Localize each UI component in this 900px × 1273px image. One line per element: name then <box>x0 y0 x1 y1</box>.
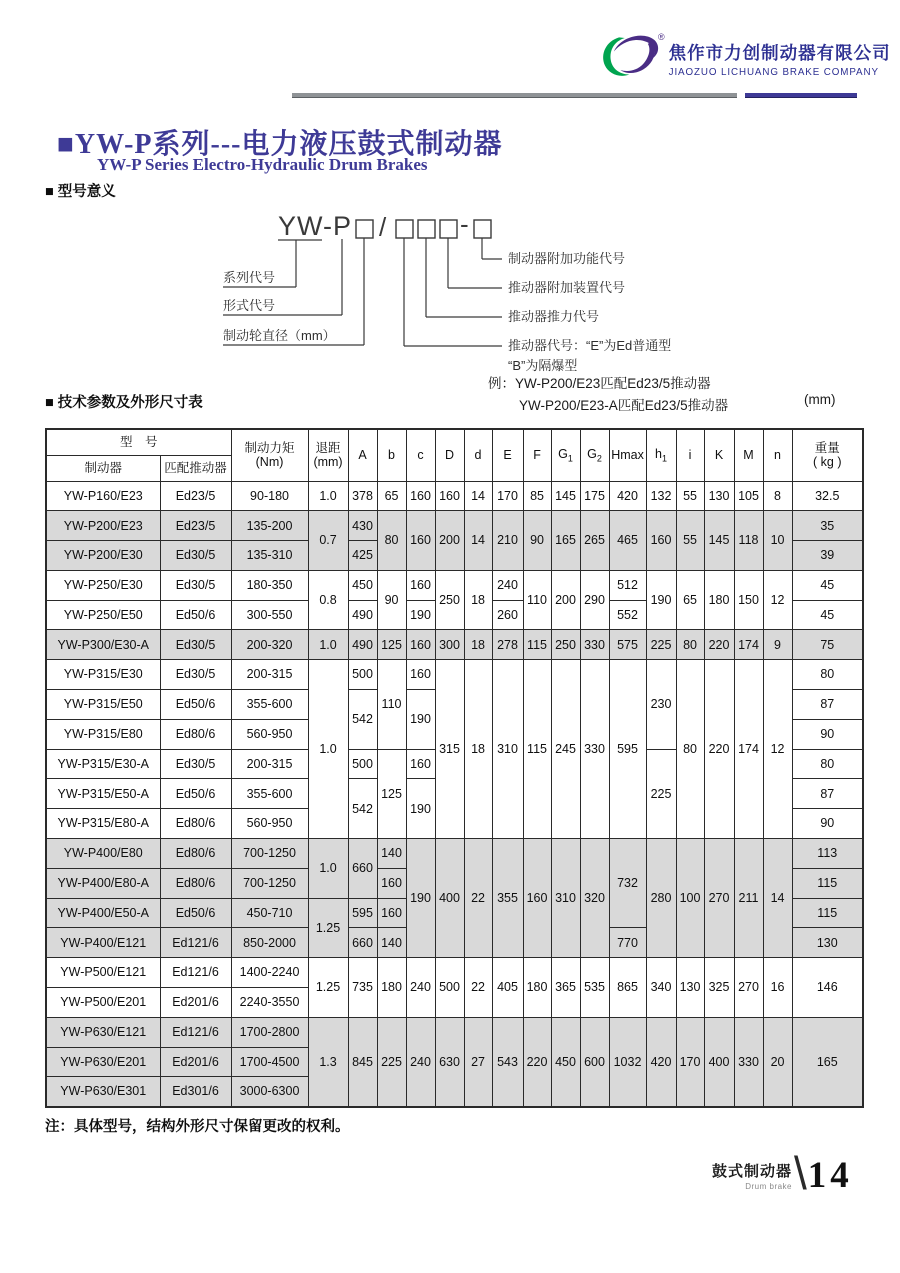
table-cell: 595 <box>348 898 377 928</box>
table-cell: YW-P200/E23 <box>46 511 160 541</box>
company-name-en: JIAOZUO LICHUANG BRAKE COMPANY <box>668 67 879 78</box>
footer-label-en: Drum brake <box>745 1182 793 1191</box>
table-cell: 22 <box>464 839 492 958</box>
header-rule-gray <box>292 93 737 98</box>
table-cell: 240 <box>492 570 523 600</box>
table-cell: 400 <box>704 1017 734 1106</box>
table-cell: 355-600 <box>231 779 308 809</box>
table-cell: 180 <box>377 958 406 1018</box>
table-cell: YW-P315/E50 <box>46 690 160 720</box>
table-cell: 90-180 <box>231 481 308 511</box>
header-cell: $h_1$ <box>646 429 676 481</box>
table-cell: Ed80/6 <box>160 809 231 839</box>
table-cell: 87 <box>792 779 863 809</box>
table-cell: 220 <box>704 660 734 839</box>
table-cell: 115 <box>523 630 551 660</box>
table-cell: 100 <box>676 839 704 958</box>
section-tech-table: ■ 技术参数及外形尺寸表 <box>45 395 203 411</box>
table-cell: 180-350 <box>231 570 308 600</box>
table-cell: 250 <box>551 630 580 660</box>
table-cell: 630 <box>435 1017 464 1106</box>
table-cell: 75 <box>792 630 863 660</box>
table-cell: YW-P315/E30-A <box>46 749 160 779</box>
table-cell: 430 <box>348 511 377 541</box>
table-cell: 160 <box>377 868 406 898</box>
footer-label-cn: 鼓式制动器 <box>712 1163 793 1180</box>
table-cell: 512 <box>609 570 646 600</box>
table-cell: 270 <box>704 839 734 958</box>
table-cell: Ed301/6 <box>160 1077 231 1107</box>
label-drum-diameter: 制动轮直径（mm） <box>223 328 336 343</box>
table-cell: 90 <box>792 719 863 749</box>
table-cell: 115 <box>792 868 863 898</box>
table-cell: 39 <box>792 541 863 571</box>
table-cell: Ed23/5 <box>160 511 231 541</box>
table-cell: 1.0 <box>308 481 348 511</box>
table-cell: 160 <box>406 481 435 511</box>
example-line-1: 例：YW-P200/E23匹配Ed23/5推动器 <box>488 376 711 391</box>
table-cell: 1.25 <box>308 898 348 958</box>
company-header <box>596 28 891 80</box>
header-cell: A <box>348 429 377 481</box>
model-code-diagram <box>200 203 900 375</box>
model-slash: / <box>379 212 387 242</box>
table-cell: 535 <box>580 958 609 1018</box>
table-row <box>46 630 863 660</box>
table-cell: 865 <box>609 958 646 1018</box>
spec-table-body <box>46 481 863 1107</box>
table-cell: YW-P630/E201 <box>46 1047 160 1077</box>
table-cell: 130 <box>704 481 734 511</box>
table-cell: 90 <box>523 511 551 571</box>
table-cell: 113 <box>792 839 863 869</box>
table-cell: 300 <box>435 630 464 660</box>
company-logo-icon <box>596 28 660 80</box>
label-thruster-thrust-code: 推动器推力代号 <box>508 309 600 324</box>
table-cell: 27 <box>464 1017 492 1106</box>
table-cell: 600 <box>580 1017 609 1106</box>
table-unit: (mm) <box>804 392 836 407</box>
table-cell: 405 <box>492 958 523 1018</box>
table-cell: 125 <box>377 749 406 838</box>
table-cell: 190 <box>406 600 435 630</box>
table-cell: 700-1250 <box>231 839 308 869</box>
model-dash: - <box>460 209 469 239</box>
table-cell: 135-310 <box>231 541 308 571</box>
header-cell: d <box>464 429 492 481</box>
header-cell: F <box>523 429 551 481</box>
table-cell: 80 <box>792 660 863 690</box>
table-cell: 845 <box>348 1017 377 1106</box>
table-cell: 118 <box>734 511 763 571</box>
table-cell: 542 <box>348 779 377 839</box>
table-cell: YW-P250/E30 <box>46 570 160 600</box>
table-cell: Ed201/6 <box>160 1047 231 1077</box>
table-cell: 130 <box>792 928 863 958</box>
table-cell: 160 <box>377 898 406 928</box>
label-thruster-code-line2: “B”为隔爆型 <box>508 358 578 373</box>
table-cell: 0.7 <box>308 511 348 571</box>
header-cell: i <box>676 429 704 481</box>
page-footer <box>712 1147 853 1199</box>
table-cell: 55 <box>676 481 704 511</box>
table-cell: 115 <box>523 660 551 839</box>
header-cell: Hmax <box>609 429 646 481</box>
table-cell: 225 <box>646 749 676 838</box>
table-note: 注：具体型号，结构外形尺寸保留更改的权利。 <box>45 1119 350 1135</box>
table-cell: 190 <box>646 570 676 630</box>
table-cell: 2240-3550 <box>231 988 308 1018</box>
table-cell: 0.8 <box>308 570 348 630</box>
spec-table <box>45 428 864 1108</box>
table-cell: 230 <box>646 660 676 749</box>
label-form-code: 形式代号 <box>223 298 276 313</box>
table-cell: 270 <box>734 958 763 1018</box>
table-cell: 1700-2800 <box>231 1017 308 1047</box>
company-name <box>669 40 891 78</box>
header-cell: K <box>704 429 734 481</box>
table-cell: 560-950 <box>231 809 308 839</box>
table-cell: 165 <box>551 511 580 571</box>
table-cell: YW-P315/E30 <box>46 660 160 690</box>
table-cell: 35 <box>792 511 863 541</box>
model-box-attach <box>440 220 457 238</box>
table-cell: 595 <box>609 660 646 839</box>
table-cell: YW-P500/E121 <box>46 958 160 988</box>
table-cell: 3000-6300 <box>231 1077 308 1107</box>
table-cell: 45 <box>792 570 863 600</box>
table-cell: YW-P160/E23 <box>46 481 160 511</box>
spec-table-header <box>46 429 863 481</box>
table-cell: 65 <box>676 570 704 630</box>
header-cell: M <box>734 429 763 481</box>
table-cell: 9 <box>763 630 792 660</box>
table-cell: 400 <box>435 839 464 958</box>
table-cell: 90 <box>377 570 406 630</box>
table-cell: YW-P400/E80-A <box>46 868 160 898</box>
table-cell: 325 <box>704 958 734 1018</box>
table-cell: YW-P200/E30 <box>46 541 160 571</box>
table-cell: 660 <box>348 839 377 899</box>
table-cell: 20 <box>763 1017 792 1106</box>
table-row <box>46 481 863 511</box>
table-cell: 500 <box>348 660 377 690</box>
table-cell: 320 <box>580 839 609 958</box>
table-cell: 130 <box>676 958 704 1018</box>
table-row <box>46 1017 863 1047</box>
table-cell: 80 <box>792 749 863 779</box>
table-cell: 378 <box>348 481 377 511</box>
table-cell: 22 <box>464 958 492 1018</box>
table-cell: 160 <box>523 839 551 958</box>
table-cell: 80 <box>676 630 704 660</box>
table-cell: 770 <box>609 928 646 958</box>
header-cell: 匹配推动器 <box>160 455 231 481</box>
table-cell: 170 <box>676 1017 704 1106</box>
table-cell: 290 <box>580 570 609 630</box>
table-cell: 180 <box>523 958 551 1018</box>
label-series-code: 系列代号 <box>223 270 276 285</box>
table-cell: 18 <box>464 570 492 630</box>
table-cell: 85 <box>523 481 551 511</box>
table-cell: 160 <box>406 570 435 600</box>
table-cell: 310 <box>551 839 580 958</box>
table-cell: 180 <box>704 570 734 630</box>
table-cell: YW-P630/E301 <box>46 1077 160 1107</box>
table-cell: 65 <box>377 481 406 511</box>
table-cell: 200 <box>435 511 464 571</box>
table-cell: Ed50/6 <box>160 779 231 809</box>
table-cell: 490 <box>348 600 377 630</box>
section-model-meaning: ■ 型号意义 <box>45 184 116 200</box>
footer-slash: \ <box>794 1147 807 1199</box>
table-cell: 560-950 <box>231 719 308 749</box>
model-box-thruster-code <box>396 220 413 238</box>
page-number: 14 <box>807 1155 853 1196</box>
header-cell: 制动器 <box>46 455 160 481</box>
table-cell: Ed80/6 <box>160 719 231 749</box>
table-cell: 245 <box>551 660 580 839</box>
header-cell: 型 号 <box>46 429 231 455</box>
table-cell: 278 <box>492 630 523 660</box>
table-cell: 110 <box>377 660 406 749</box>
table-cell: 660 <box>348 928 377 958</box>
table-cell: 355 <box>492 839 523 958</box>
table-cell: 450 <box>348 570 377 600</box>
table-cell: 220 <box>704 630 734 660</box>
page-title: ■YW-P系列---电力液压鼓式制动器 <box>57 129 503 160</box>
table-cell: 200-315 <box>231 660 308 690</box>
table-cell: 160 <box>406 511 435 571</box>
table-cell: 330 <box>734 1017 763 1106</box>
model-box-thrust <box>418 220 435 238</box>
table-cell: 420 <box>646 1017 676 1106</box>
table-row <box>46 570 863 600</box>
table-cell: 355-600 <box>231 690 308 720</box>
table-cell: YW-P400/E80 <box>46 839 160 869</box>
table-cell: 125 <box>377 630 406 660</box>
table-cell: 12 <box>763 660 792 839</box>
table-cell: 280 <box>646 839 676 958</box>
model-prefix: YW-P <box>278 211 353 241</box>
table-cell: 8 <box>763 481 792 511</box>
table-cell: 160 <box>406 660 435 690</box>
table-cell: 240 <box>406 1017 435 1106</box>
table-cell: 542 <box>348 690 377 750</box>
table-cell: 340 <box>646 958 676 1018</box>
table-cell: 1700-4500 <box>231 1047 308 1077</box>
table-cell: 425 <box>348 541 377 571</box>
table-cell: 32.5 <box>792 481 863 511</box>
table-cell: 211 <box>734 839 763 958</box>
table-cell: 735 <box>348 958 377 1018</box>
table-cell: 80 <box>377 511 406 571</box>
header-rule-blue <box>745 93 857 98</box>
table-cell: Ed50/6 <box>160 690 231 720</box>
table-cell: 465 <box>609 511 646 571</box>
header-cell: b <box>377 429 406 481</box>
table-cell: 14 <box>464 511 492 571</box>
table-cell: 170 <box>492 481 523 511</box>
table-cell: 190 <box>406 779 435 839</box>
table-cell: Ed121/6 <box>160 928 231 958</box>
header-cell: n <box>763 429 792 481</box>
table-cell: YW-P400/E121 <box>46 928 160 958</box>
table-cell: Ed201/6 <box>160 988 231 1018</box>
table-cell: 80 <box>676 660 704 839</box>
table-cell: 265 <box>580 511 609 571</box>
table-cell: 225 <box>646 630 676 660</box>
table-cell: 55 <box>676 511 704 571</box>
table-cell: 105 <box>734 481 763 511</box>
header-cell: 制动力矩 (Nm) <box>231 429 308 481</box>
table-row <box>46 660 863 690</box>
example-line-2: YW-P200/E23-A匹配Ed23/5推动器 <box>519 398 729 413</box>
table-cell: 165 <box>792 1017 863 1106</box>
table-cell: Ed30/5 <box>160 570 231 600</box>
table-cell: 45 <box>792 600 863 630</box>
table-cell: 115 <box>792 898 863 928</box>
table-cell: 225 <box>377 1017 406 1106</box>
table-cell: YW-P250/E50 <box>46 600 160 630</box>
table-cell: 1.0 <box>308 660 348 839</box>
table-cell: 850-2000 <box>231 928 308 958</box>
table-cell: 575 <box>609 630 646 660</box>
table-cell: 250 <box>435 570 464 630</box>
table-cell: 220 <box>523 1017 551 1106</box>
table-row <box>46 839 863 869</box>
table-cell: 450 <box>551 1017 580 1106</box>
table-cell: Ed30/5 <box>160 630 231 660</box>
label-brake-function-code: 制动器附加功能代号 <box>508 251 626 266</box>
table-cell: 160 <box>435 481 464 511</box>
table-cell: Ed30/5 <box>160 749 231 779</box>
table-cell: Ed50/6 <box>160 600 231 630</box>
table-cell: 310 <box>492 660 523 839</box>
table-cell: 18 <box>464 630 492 660</box>
table-cell: Ed30/5 <box>160 541 231 571</box>
table-cell: 330 <box>580 630 609 660</box>
table-cell: Ed30/5 <box>160 660 231 690</box>
table-cell: 160 <box>646 511 676 571</box>
table-cell: 12 <box>763 570 792 630</box>
table-cell: 1.25 <box>308 958 348 1018</box>
table-cell: YW-P300/E30-A <box>46 630 160 660</box>
label-thruster-code-line1: 推动器代号：“E”为Ed普通型 <box>508 338 672 353</box>
table-cell: 200-320 <box>231 630 308 660</box>
header-cell: 退距 (mm) <box>308 429 348 481</box>
table-cell: 543 <box>492 1017 523 1106</box>
table-row <box>46 958 863 988</box>
table-cell: 146 <box>792 958 863 1018</box>
table-cell: 140 <box>377 928 406 958</box>
table-cell: Ed50/6 <box>160 898 231 928</box>
table-cell: Ed121/6 <box>160 1017 231 1047</box>
table-cell: 175 <box>580 481 609 511</box>
table-cell: 132 <box>646 481 676 511</box>
table-cell: 87 <box>792 690 863 720</box>
page-title-en: YW-P Series Electro-Hydraulic Drum Brakes <box>97 155 428 174</box>
table-cell: Ed80/6 <box>160 839 231 869</box>
table-cell: 145 <box>551 481 580 511</box>
table-cell: 700-1250 <box>231 868 308 898</box>
table-cell: 500 <box>435 958 464 1018</box>
table-cell: 1.3 <box>308 1017 348 1106</box>
table-cell: 160 <box>406 749 435 779</box>
table-cell: 90 <box>792 809 863 839</box>
table-cell: 200-315 <box>231 749 308 779</box>
table-cell: 145 <box>704 511 734 571</box>
header-cell: c <box>406 429 435 481</box>
table-cell: 135-200 <box>231 511 308 541</box>
table-cell: 450-710 <box>231 898 308 928</box>
header-cell: $G_2$ <box>580 429 609 481</box>
table-cell: 10 <box>763 511 792 571</box>
header-cell: D <box>435 429 464 481</box>
table-cell: 1.0 <box>308 839 348 899</box>
table-cell: 110 <box>523 570 551 630</box>
table-cell: 365 <box>551 958 580 1018</box>
table-cell: 500 <box>348 749 377 779</box>
table-row <box>46 511 863 541</box>
table-cell: 174 <box>734 630 763 660</box>
header-cell: 重量 ( kg ) <box>792 429 863 481</box>
table-cell: YW-P315/E50-A <box>46 779 160 809</box>
table-cell: 1400-2240 <box>231 958 308 988</box>
table-cell: 160 <box>406 630 435 660</box>
table-cell: 732 <box>609 839 646 928</box>
table-cell: 200 <box>551 570 580 630</box>
model-box-function <box>474 220 491 238</box>
label-thruster-attach-code: 推动器附加装置代号 <box>508 280 626 295</box>
table-cell: 552 <box>609 600 646 630</box>
table-cell: 174 <box>734 660 763 839</box>
table-cell: YW-P630/E121 <box>46 1017 160 1047</box>
table-cell: 1.0 <box>308 630 348 660</box>
table-cell: 260 <box>492 600 523 630</box>
company-name-cn: 焦作市力创制动器有限公司 <box>668 43 891 63</box>
table-cell: YW-P315/E80-A <box>46 809 160 839</box>
table-cell: Ed23/5 <box>160 481 231 511</box>
table-cell: 140 <box>377 839 406 869</box>
table-cell: 14 <box>763 839 792 958</box>
table-cell: 190 <box>406 690 435 750</box>
table-cell: Ed80/6 <box>160 868 231 898</box>
table-cell: 1032 <box>609 1017 646 1106</box>
table-cell: 210 <box>492 511 523 571</box>
table-cell: 14 <box>464 481 492 511</box>
table-cell: 150 <box>734 570 763 630</box>
table-cell: YW-P315/E80 <box>46 719 160 749</box>
header-cell: $G_1$ <box>551 429 580 481</box>
table-cell: 18 <box>464 660 492 839</box>
table-cell: 300-550 <box>231 600 308 630</box>
registered-trademark: ® <box>658 32 665 42</box>
table-cell: YW-P400/E50-A <box>46 898 160 928</box>
table-cell: 16 <box>763 958 792 1018</box>
table-cell: 330 <box>580 660 609 839</box>
table-cell: 490 <box>348 630 377 660</box>
table-cell: 190 <box>406 839 435 958</box>
table-cell: 420 <box>609 481 646 511</box>
model-box-diameter <box>356 220 373 238</box>
table-cell: 240 <box>406 958 435 1018</box>
table-cell: YW-P500/E201 <box>46 988 160 1018</box>
table-cell: 315 <box>435 660 464 839</box>
table-cell: Ed121/6 <box>160 958 231 988</box>
header-cell: E <box>492 429 523 481</box>
